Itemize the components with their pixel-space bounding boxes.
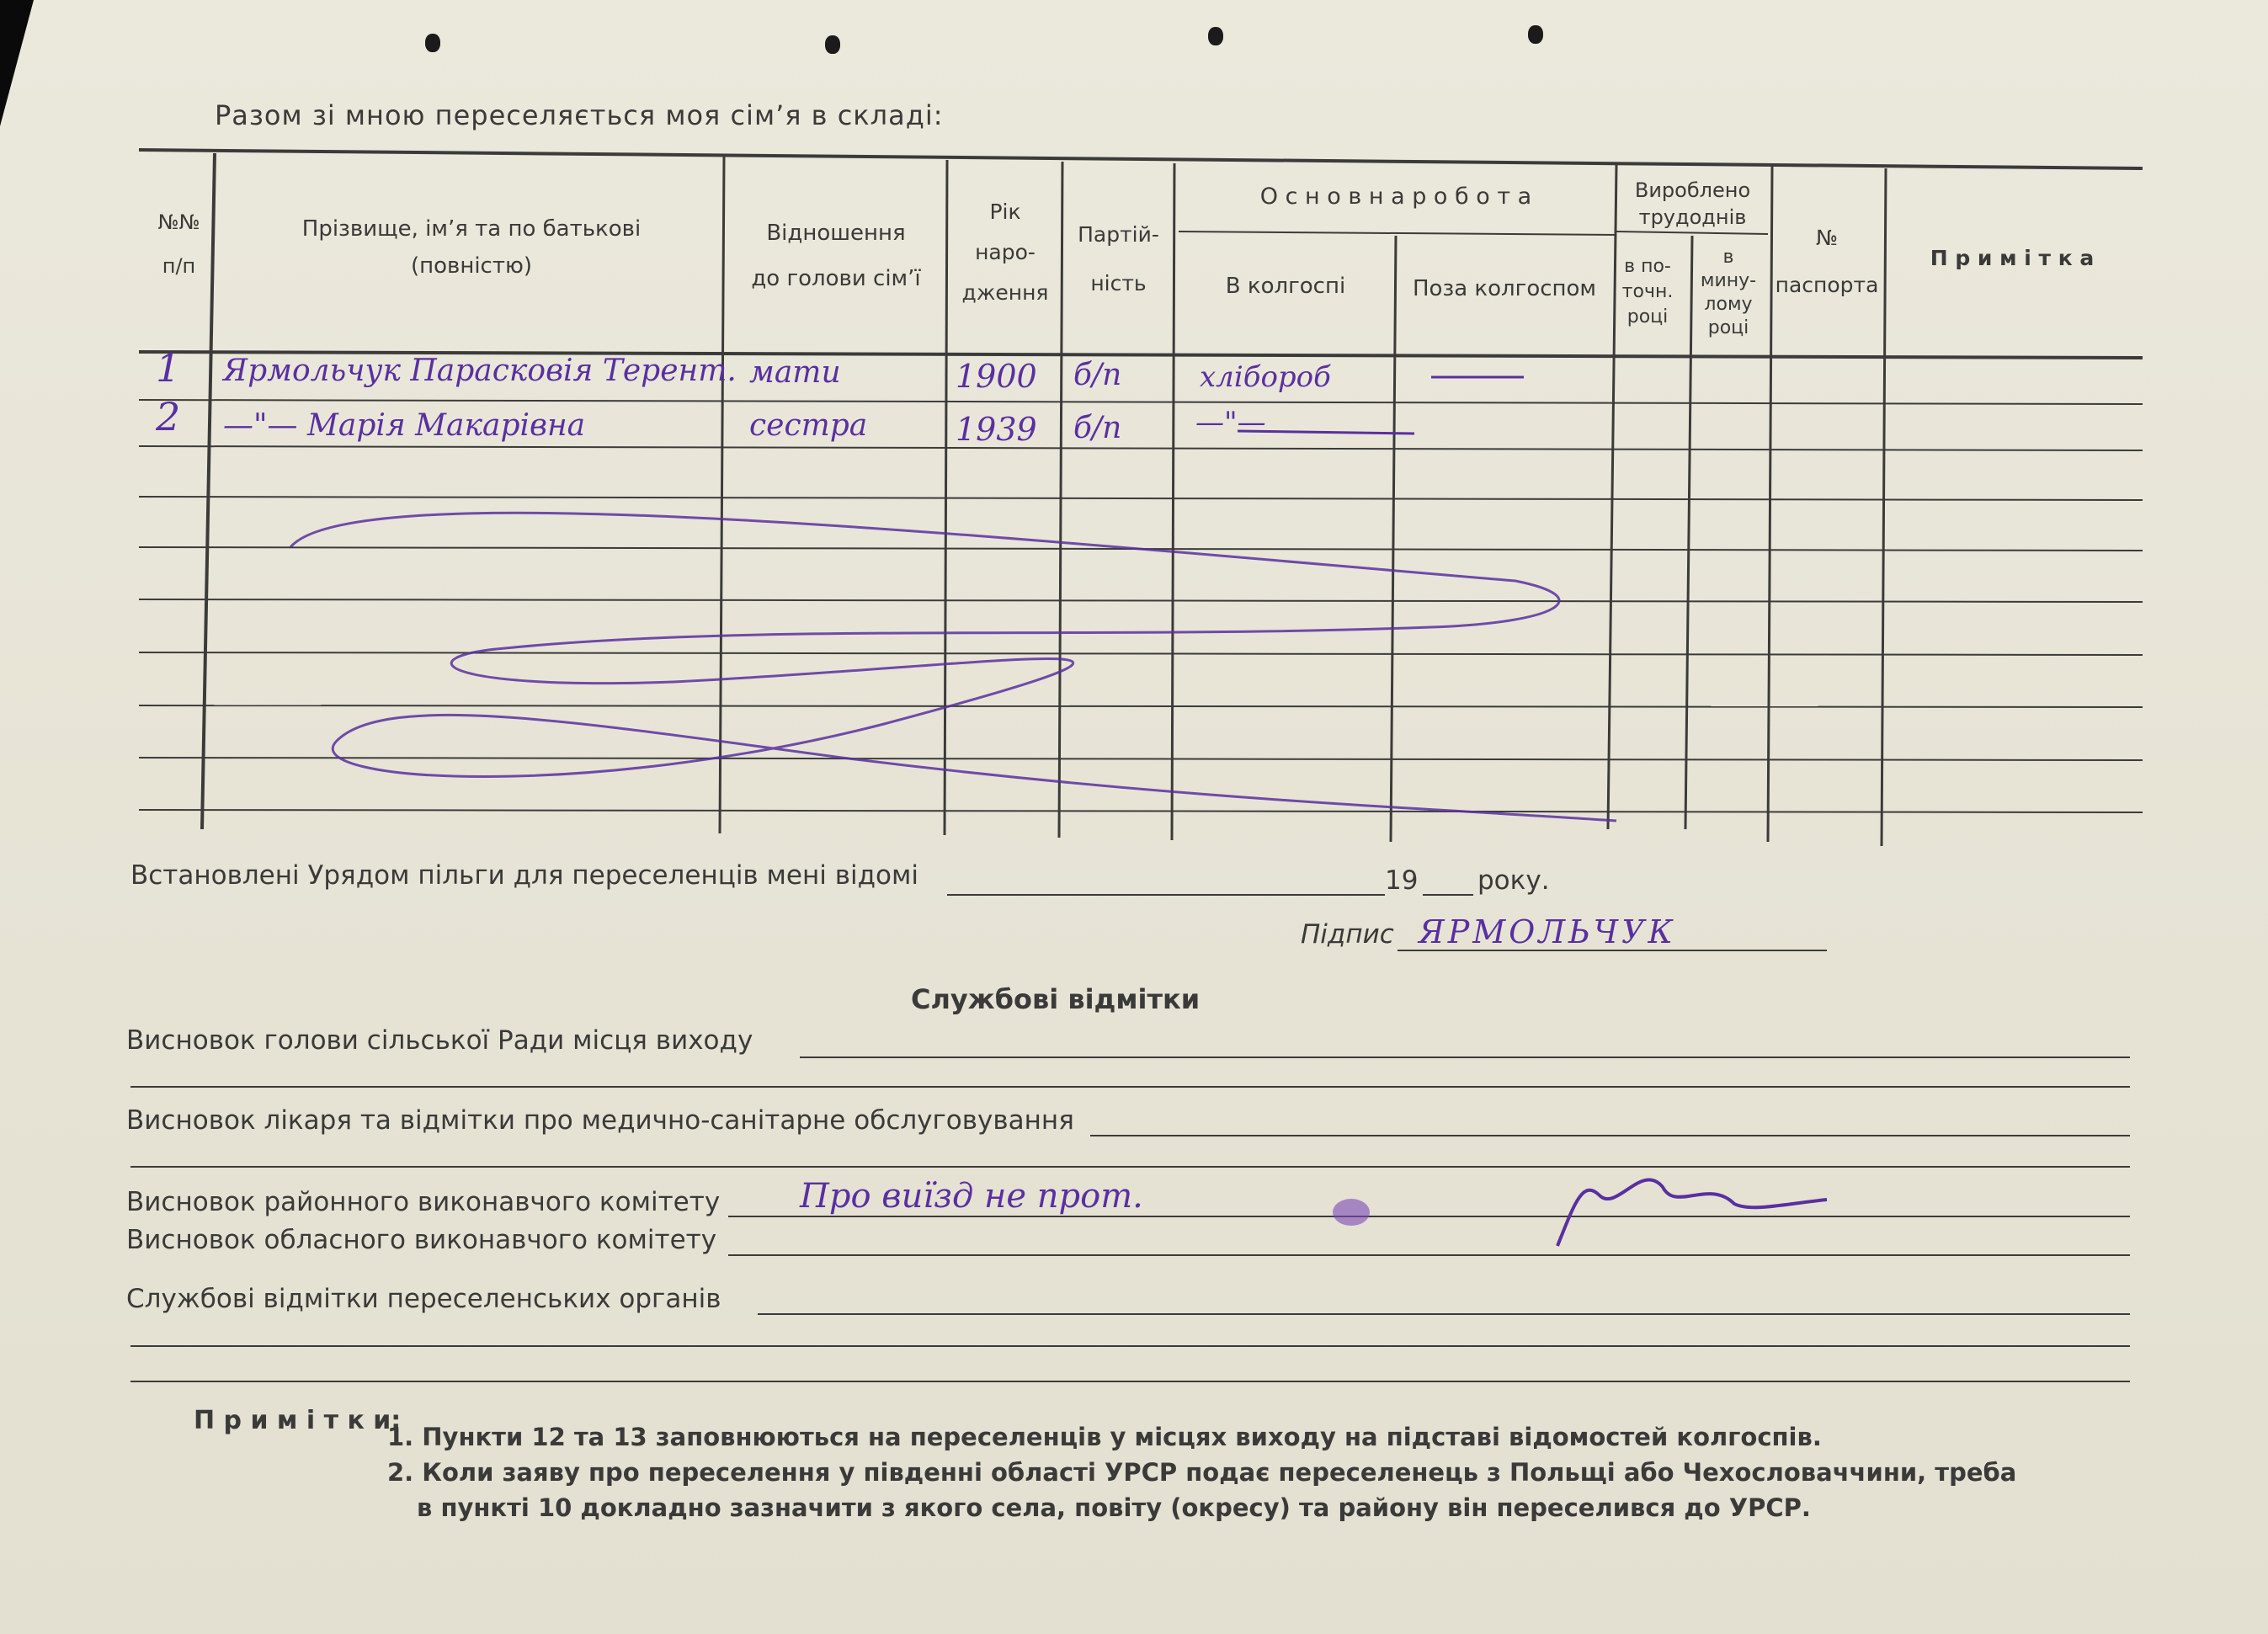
row-1-kolhosp: хлібороб — [1200, 360, 1331, 394]
signature-label: Підпис — [1301, 919, 1394, 950]
header-birth: Рік наро- дження — [961, 200, 1049, 305]
header-work-kolhosp: В колгоспі — [1225, 274, 1346, 299]
intro-text: Разом зі мною переселяється моя сім’я в складі: — [215, 99, 944, 131]
official-title: Службові відмітки — [911, 983, 1201, 1015]
header-work-group: О с н о в н а р о б о т а — [1259, 184, 1532, 210]
notes-item-3: в пункті 10 докладно зазначити з якого села, повіту (окресу) та району він переселився до УРСР. — [417, 1493, 1811, 1522]
benefits-label: Встановлені Урядом пільги для переселенців мені відомі — [130, 860, 919, 891]
header-num: №№ п/п — [157, 210, 200, 278]
header-relation: Відношення до голови сім’ї — [751, 221, 921, 291]
header-workdays-current: в по- точн. році — [1621, 256, 1674, 327]
header-note: П р и м і т к а — [1930, 246, 2095, 270]
official-line-5-label: Службові відмітки переселенських органів — [126, 1284, 721, 1314]
notes-item-2: 2. Коли заяву про переселення у південні області УРСР подає переселенець з Польщі або Чехословаччини, треба — [387, 1458, 2017, 1487]
row-1-birth: 1900 — [956, 358, 1037, 395]
official-line-1-label: Висновок голови сільської Ради місця виходу — [126, 1025, 753, 1056]
row-2-birth: 1939 — [956, 411, 1037, 448]
row-2-num: 2 — [156, 394, 181, 439]
row-1-num: 1 — [156, 345, 181, 391]
header-name: Прізвище, ім’я та по батькові (повністю) — [301, 216, 642, 279]
header-workdays-group: Вироблено трудоднів — [1634, 178, 1751, 229]
header-workdays-last: в мину- лому році — [1700, 247, 1757, 338]
benefits-year-prefix: 19 — [1385, 865, 1419, 896]
official-line-5b-fill — [130, 1345, 2130, 1347]
signature-value: ЯРМОЛЬЧУК — [1419, 913, 1676, 950]
row-1-party: б/п — [1073, 358, 1122, 392]
row-2-name: —"— Марія Макарівна — [223, 408, 586, 443]
official-line-5-fill — [758, 1313, 2130, 1315]
header-passport: № паспорта — [1775, 226, 1879, 297]
header-party: Партій- ність — [1078, 222, 1159, 295]
official-line-2-label: Висновок лікаря та відмітки про медично-санітарне обслуговування — [126, 1105, 1074, 1136]
row-2-relation: сестра — [749, 408, 868, 443]
row-1-relation: мати — [749, 355, 841, 390]
official-line-3-label: Висновок районного виконавчого комітету — [126, 1187, 721, 1217]
row-1-name: Ярмольчук Парасковія Терент. — [223, 354, 737, 388]
notes-item-1: 1. Пункти 12 та 13 заповнюються на переселенців у місцях виходу на підставі відомостей колгоспів. — [387, 1423, 1822, 1451]
benefits-year-suffix: року. — [1477, 865, 1550, 896]
row-2-party: б/п — [1073, 411, 1122, 445]
row-2-kolhosp: —"— — [1195, 406, 1266, 439]
notes-label: П р и м і т к и: — [194, 1406, 402, 1435]
official-line-5c-fill — [130, 1381, 2130, 1382]
official-line-4-label: Висновок обласного виконавчого комітету — [126, 1225, 717, 1255]
official-line-3-value: Про виїзд не прот. — [800, 1177, 1143, 1216]
official-line-4-fill — [728, 1254, 2130, 1256]
header-work-outside: Поза колгоспом — [1412, 276, 1597, 301]
